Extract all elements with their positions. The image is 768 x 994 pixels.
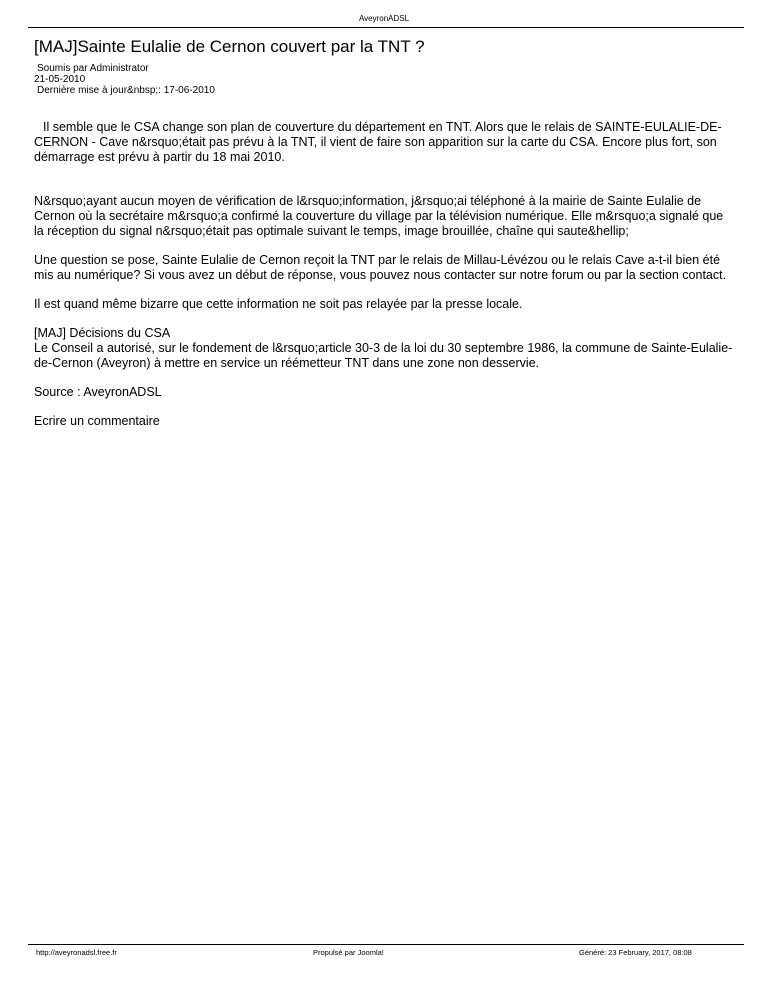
- paragraph-csa-decision: Le Conseil a autorisé, sur le fondement de l&rsquo;article 30-3 de la loi du 30 septembre 1986, la commune de Sainte-Eulalie-de-Cernon (Aveyron) à mettre en service un réémetteur TNT dans une zone non desservie.: [34, 341, 733, 370]
- footer-generated: Généré: 23 February, 2017, 08:08: [579, 948, 692, 957]
- paragraph-question: Une question se pose, Sainte Eulalie de Cernon reçoit la TNT par le relais de Millau-Lévézou ou le relais Cave a-t-il bien été mis au numérique? Si vous avez un début de réponse, vous pouvez nous contacter sur notre forum ou par la section contact.: [34, 253, 727, 282]
- paragraph-press: Il est quand même bizarre que cette information ne soit pas relayée par la presse locale.: [34, 297, 523, 311]
- article-meta: [34, 63, 215, 96]
- paragraph-verification: N&rsquo;ayant aucun moyen de vérification de l&rsquo;information, j&rsquo;ai téléphoné à la mairie de Sainte Eulalie de Cernon où la secrétaire m&rsquo;a confirmé la couverture du village par la télévision numérique. Elle m&rsquo;a signalé que la réception du signal n&rsquo;était pas optimale suivant le temps, image brouillée, chaîne qui saute&hellip;: [34, 194, 724, 238]
- source-line: Source : AveyronADSL: [34, 385, 162, 399]
- author-line: Soumis par Administrator: [37, 63, 149, 74]
- footer-url[interactable]: http://aveyronadsl.free.fr: [36, 948, 117, 957]
- footer-divider: [28, 944, 744, 945]
- paragraph-intro: Il semble que le CSA change son plan de couverture du département en TNT. Alors que le relais de SAINTE-EULALIE-DE-CERNON - Cave n&rsquo;était pas prévu à la TNT, il vient de faire son apparition sur la carte du CSA. Encore plus fort, son démarrage est prévu à partir du 18 mai 2010.: [34, 120, 722, 164]
- created-date: 21-05-2010: [34, 74, 86, 85]
- article-body: [34, 120, 734, 429]
- header-divider: [28, 27, 744, 28]
- site-header: AveyronADSL: [358, 14, 410, 23]
- update-heading: [MAJ] Décisions du CSA: [34, 326, 171, 340]
- modified-date: Dernière mise à jour&nbsp;: 17-06-2010: [37, 85, 215, 96]
- article-title: [MAJ]Sainte Eulalie de Cernon couvert par la TNT ?: [34, 37, 425, 56]
- comment-link[interactable]: Ecrire un commentaire: [34, 414, 160, 428]
- footer-powered-by: Propulsé par Joomla!: [313, 948, 384, 957]
